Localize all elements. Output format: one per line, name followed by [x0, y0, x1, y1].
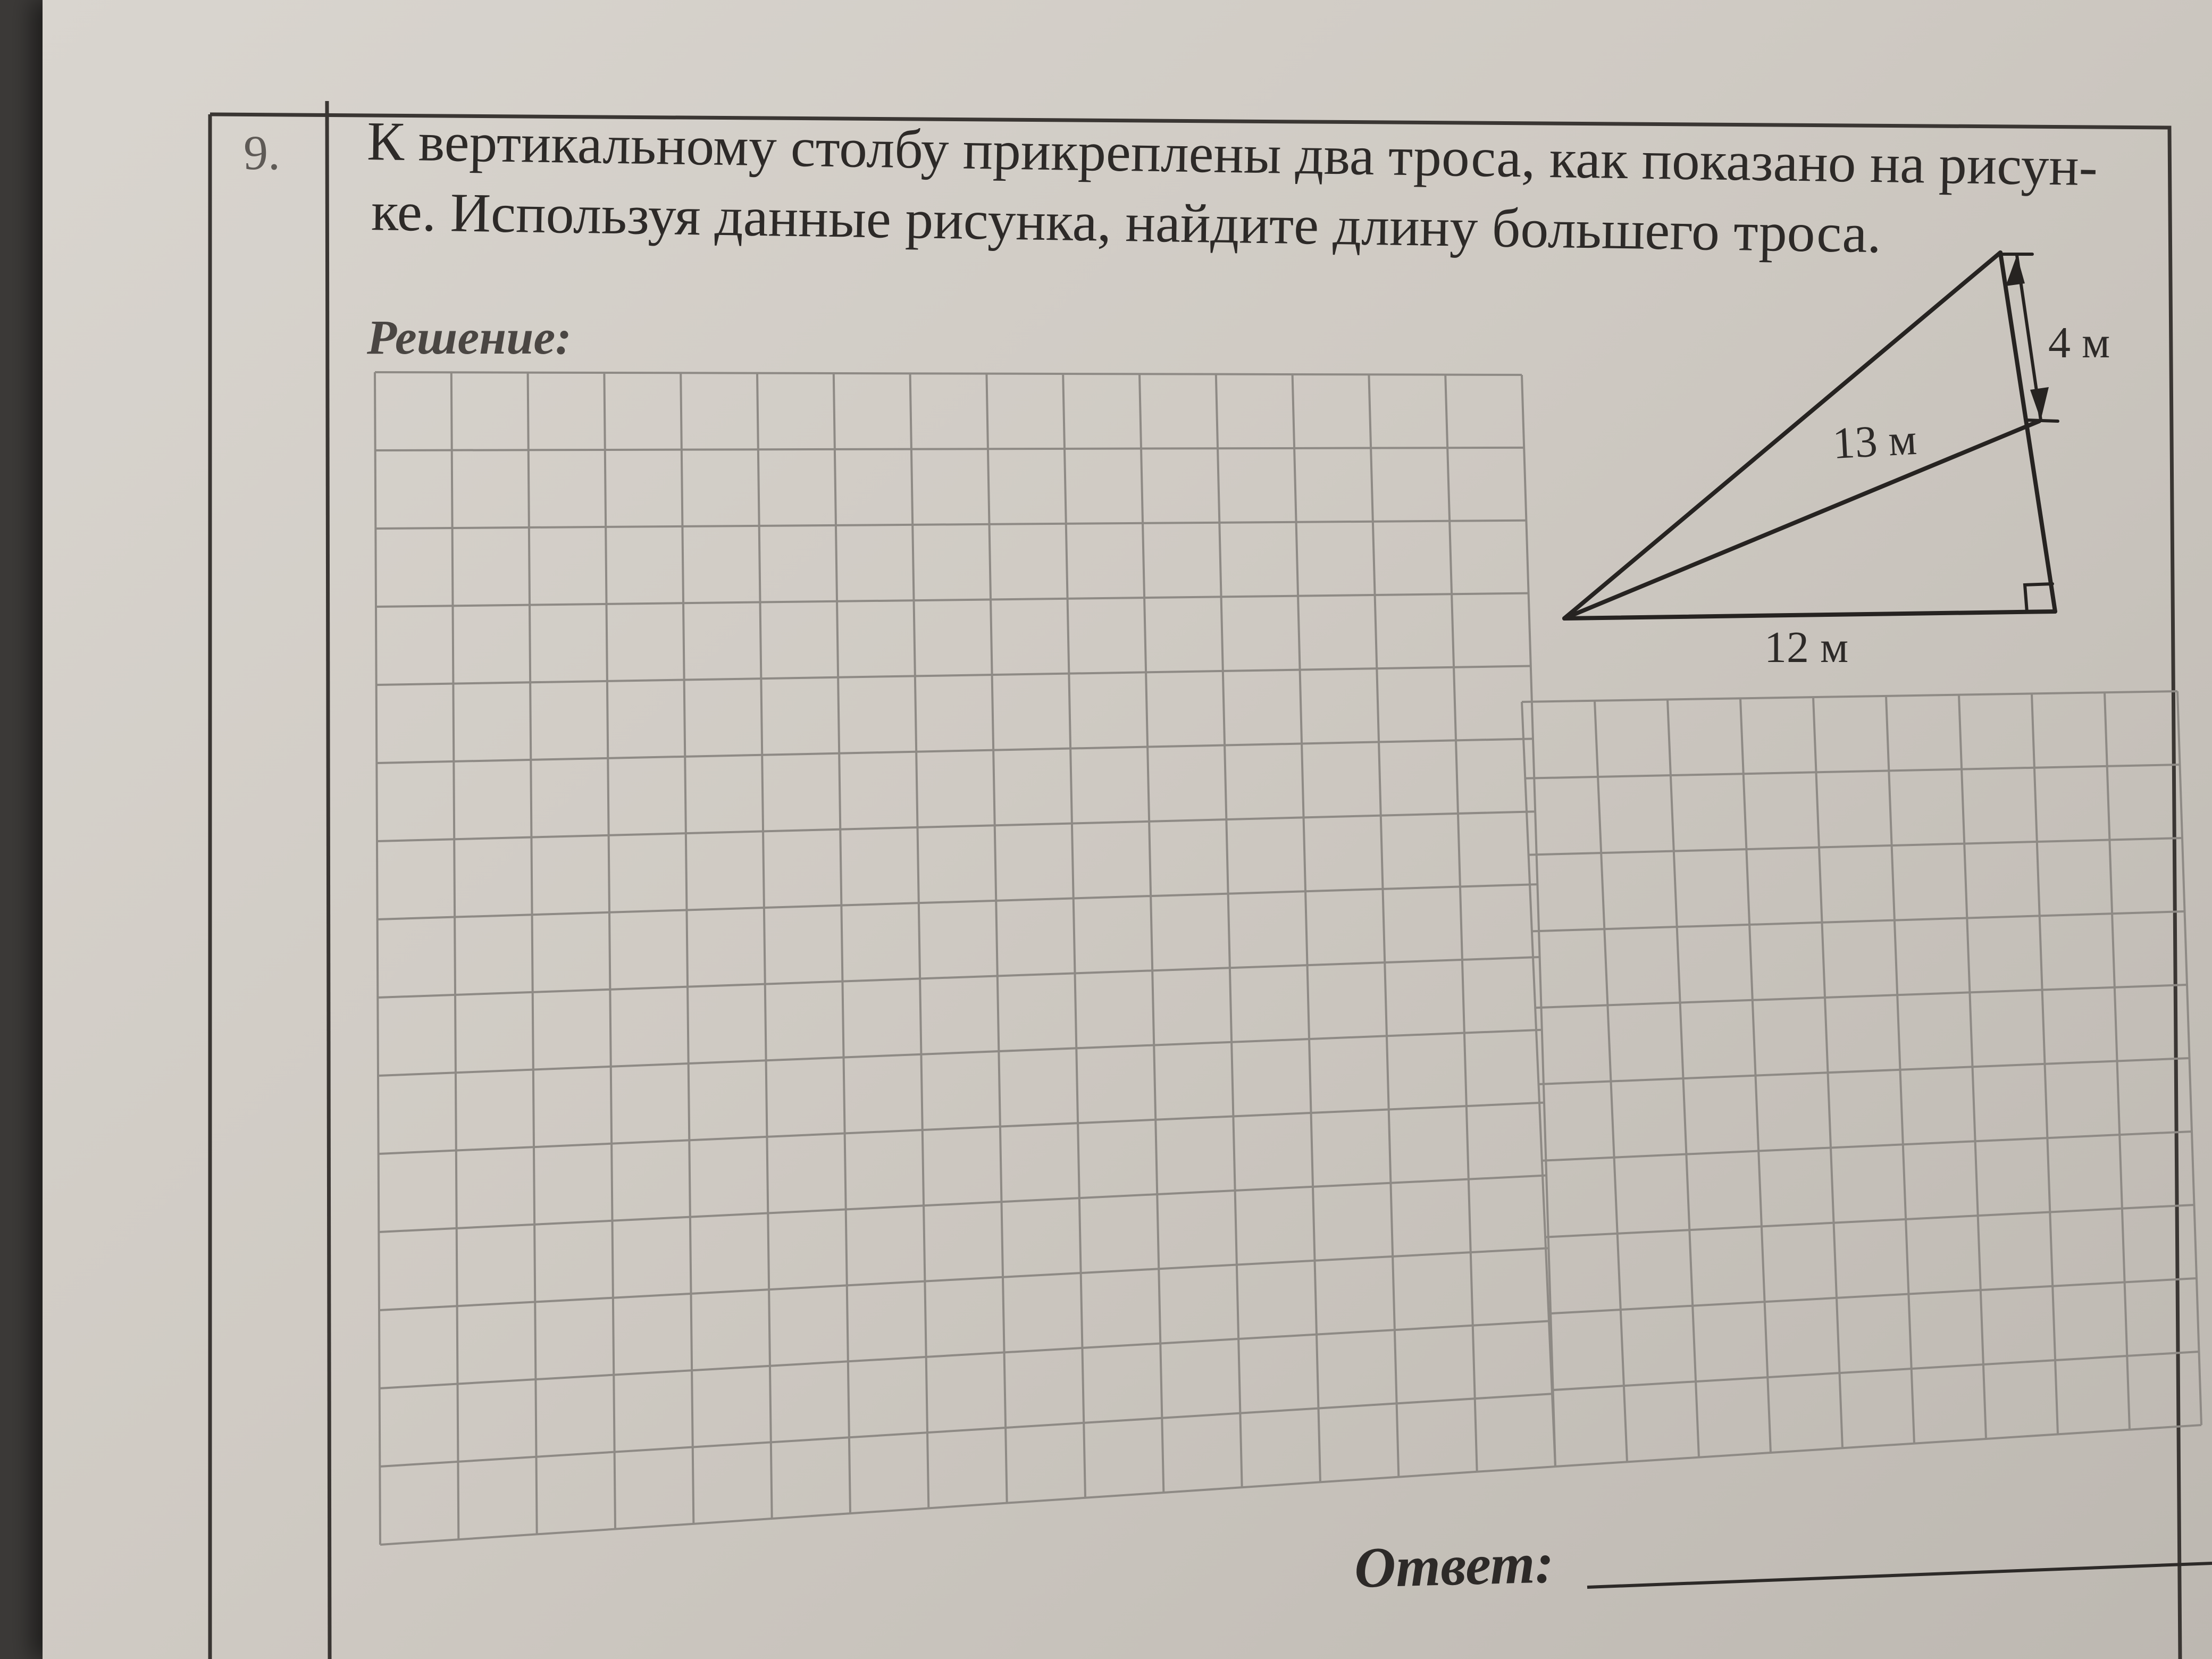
grid-left-hline: [375, 372, 1522, 375]
grid-left-hline: [379, 1248, 1548, 1310]
grid-left-hline: [376, 666, 1531, 685]
arrow-down-icon: [2030, 387, 2049, 420]
grid-right-hline: [1522, 691, 2177, 702]
grid-left-hline: [378, 957, 1539, 998]
grid-right-hline: [1545, 1205, 2194, 1237]
grid-left-vline: [528, 373, 537, 1535]
dimension-tick-bottom: [2026, 420, 2058, 421]
grid-right-hline: [1529, 838, 2182, 855]
grid-left-hline: [380, 1394, 1553, 1467]
grid-left-vline: [1216, 374, 1242, 1488]
answer-label: Ответ:: [1353, 1531, 1555, 1600]
grid-right-hline: [1525, 765, 2180, 778]
problem-text-line-2: ке. Используя данные рисунка, найдите длину большего троса.: [371, 181, 1857, 264]
grid-left-vline: [1139, 374, 1163, 1493]
grid-left-hline: [378, 1030, 1542, 1076]
grid-left-vline: [375, 372, 380, 1545]
grid-left-vline: [1445, 375, 1477, 1472]
grid-right-hline: [1539, 1058, 2190, 1084]
shorter-cable: [1564, 421, 2039, 618]
grid-left-vline: [834, 373, 850, 1513]
grid-left-hline: [379, 1176, 1546, 1232]
grid-left-hline: [376, 739, 1533, 763]
grid-left-hline: [376, 593, 1529, 607]
grid-right-hline: [1532, 911, 2185, 931]
grid-right-hline: [1548, 1278, 2197, 1313]
grid-left-vline: [1293, 374, 1320, 1482]
grid-left-hline: [380, 1321, 1551, 1388]
label-height: 4 м: [2048, 318, 2110, 367]
task-number: 9.: [244, 125, 280, 180]
grid-right-hline: [1555, 1425, 2201, 1467]
grid-left-vline: [1369, 374, 1398, 1477]
right-angle-mark: [2025, 584, 2052, 612]
grid-left-vline: [1522, 375, 1555, 1467]
solution-grid-left: [375, 372, 1555, 1545]
grid-right-hline: [1542, 1132, 2192, 1161]
answer-line[interactable]: [1587, 1563, 2212, 1587]
arrow-up-icon: [2006, 255, 2025, 286]
grid-right-hline: [1535, 985, 2187, 1008]
problem-text-line-1: К вертикальному столбу прикреплены два троса, как показано на рисун-: [366, 111, 2076, 197]
longer-cable: [1564, 253, 2000, 618]
cable-pole-figure: [1564, 253, 2058, 618]
label-base: 12 м: [1764, 623, 1849, 672]
grid-left-vline: [757, 373, 772, 1519]
grid-left-vline: [1063, 374, 1085, 1498]
ground: [1564, 611, 2055, 618]
grid-left-hline: [380, 1467, 1555, 1545]
grid-left-hline: [375, 521, 1526, 529]
grid-left-hline: [378, 884, 1538, 919]
grid-left-vline: [986, 374, 1007, 1503]
grid-left-vline: [604, 373, 615, 1529]
solution-label: Решение:: [367, 310, 572, 364]
grid-left-vline: [681, 373, 693, 1523]
grid-left-vline: [910, 373, 929, 1508]
grid-right-hline: [1552, 1352, 2199, 1390]
problem-text: [365, 111, 2098, 267]
grid-left-hline: [377, 811, 1535, 841]
grid-left-vline: [451, 372, 459, 1539]
grid-left-hline: [375, 448, 1524, 450]
grid-left-hline: [379, 1103, 1544, 1154]
label-cable: 13 м: [1831, 414, 1918, 468]
solution-grid-right: [1522, 691, 2201, 1467]
